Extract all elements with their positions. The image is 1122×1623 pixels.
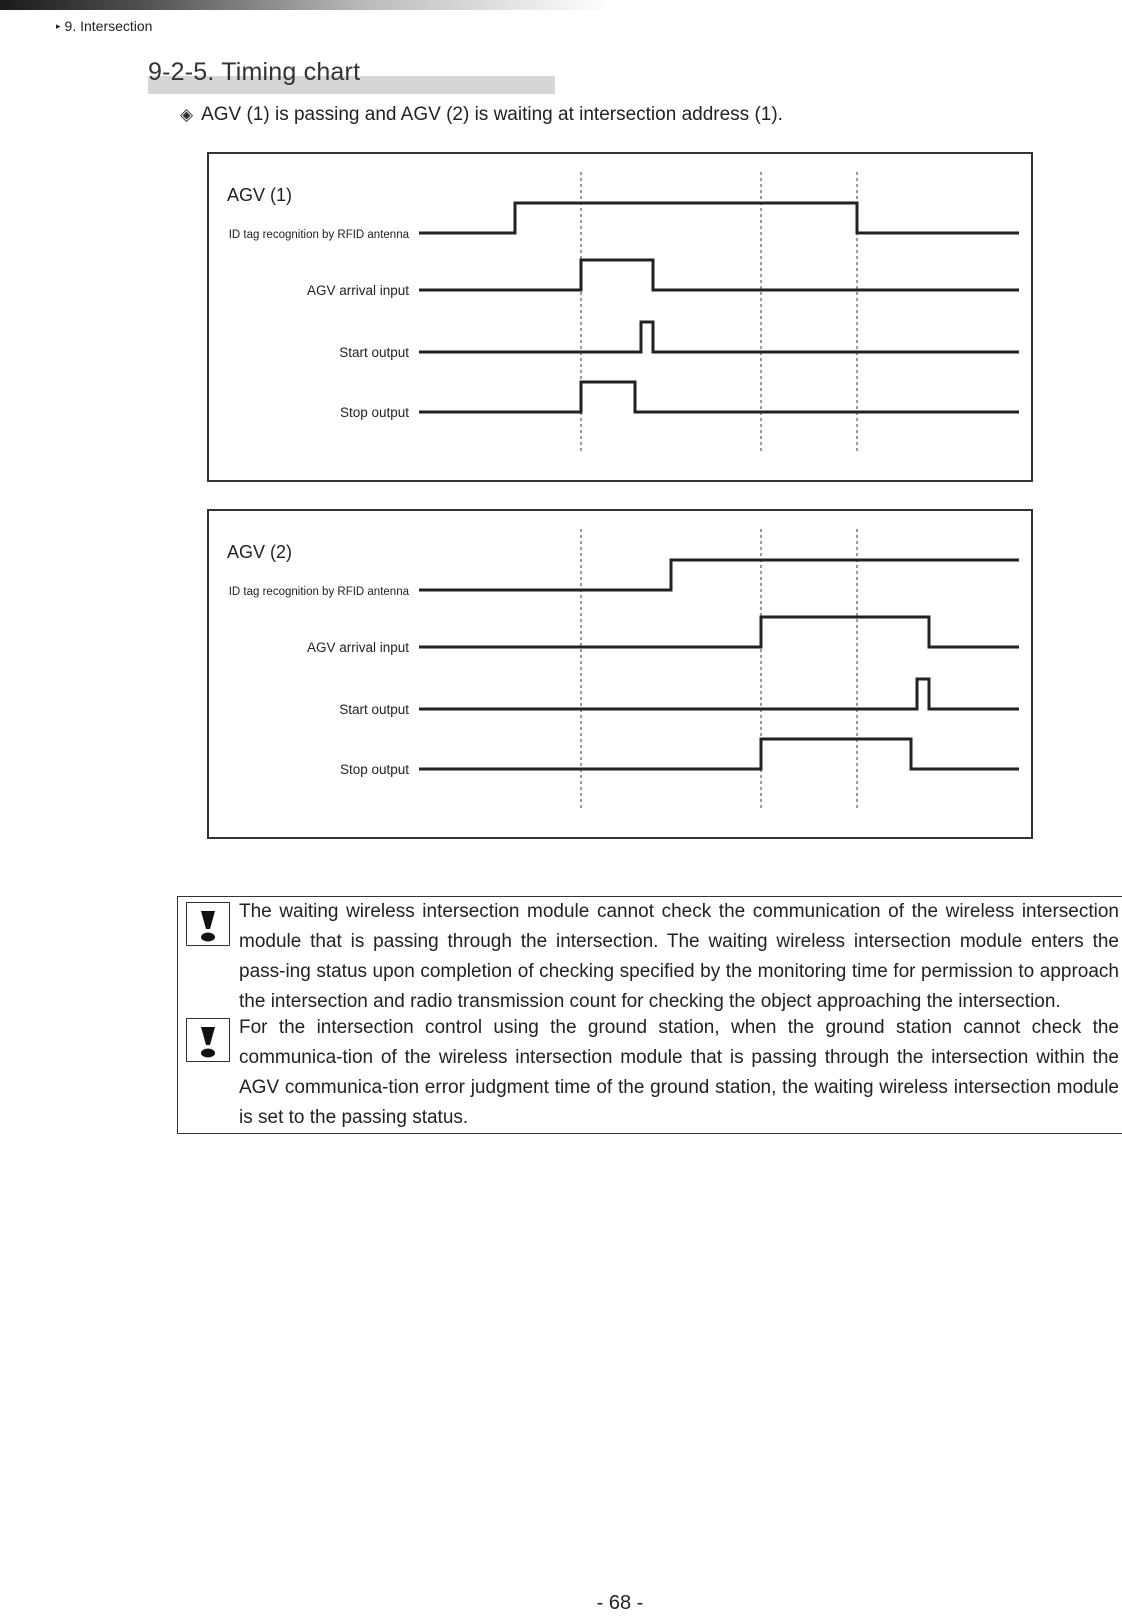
signal-waveform [419,260,1019,290]
warning-icon [186,1018,230,1062]
timing-chart-svg [209,154,1035,484]
signal-waveform [419,382,1019,412]
signal-waveform [419,739,1019,769]
signal-waveform [419,560,1019,590]
timing-chart-agv2 [207,509,1033,839]
signal-label: ID tag recognition by RFID antenna [228,586,409,598]
signal-waveform [419,322,1019,352]
diamond-bullet-icon: ◈ [180,105,194,124]
breadcrumb-arrow-icon: ▸ [56,20,61,31]
breadcrumb[interactable] [56,18,152,34]
signal-label: Start output [339,345,409,360]
agv-label: AGV (2) [227,542,293,562]
signal-label: Start output [339,702,409,717]
note-text: The waiting wireless intersection module cannot check the communication of the wireless intersection module that is passing through the intersection. The waiting wireless intersection module enters the pass-ing status upon completion of checking specified by the monitoring time for permission to approach the intersection and radio transmission count for checking the object approaching the intersection. [239,901,1119,1012]
caution-notes [177,896,1122,1134]
section-subtitle [180,104,783,126]
signal-waveform [419,617,1019,647]
timing-chart-agv1 [207,152,1033,482]
signal-waveform [419,679,1019,709]
subtitle-text: AGV (1) is passing and AGV (2) is waiting at intersection address (1). [201,104,783,125]
note-text: For the intersection control using the ground station, when the ground station cannot check the communica-tion of the wireless intersection module that is passing through the intersection within the AGV communica-tion error judgment time of the ground station, the waiting wireless intersection module is set to the passing status. [239,1017,1119,1128]
agv-label: AGV (1) [227,185,293,205]
signal-waveform [419,203,1019,233]
header-gradient-bar [0,0,610,10]
timing-chart-svg [209,511,1035,841]
signal-label: AGV arrival input [306,283,409,298]
section-title: 9-2-5. Timing chart [148,58,361,86]
breadcrumb-label: 9. Intersection [64,18,153,34]
warning-icon [186,902,230,946]
signal-label: ID tag recognition by RFID antenna [228,229,409,241]
signal-label: Stop output [339,762,409,777]
signal-label: Stop output [339,405,409,420]
signal-label: AGV arrival input [306,640,409,655]
page-number: - 68 - [596,1592,644,1614]
